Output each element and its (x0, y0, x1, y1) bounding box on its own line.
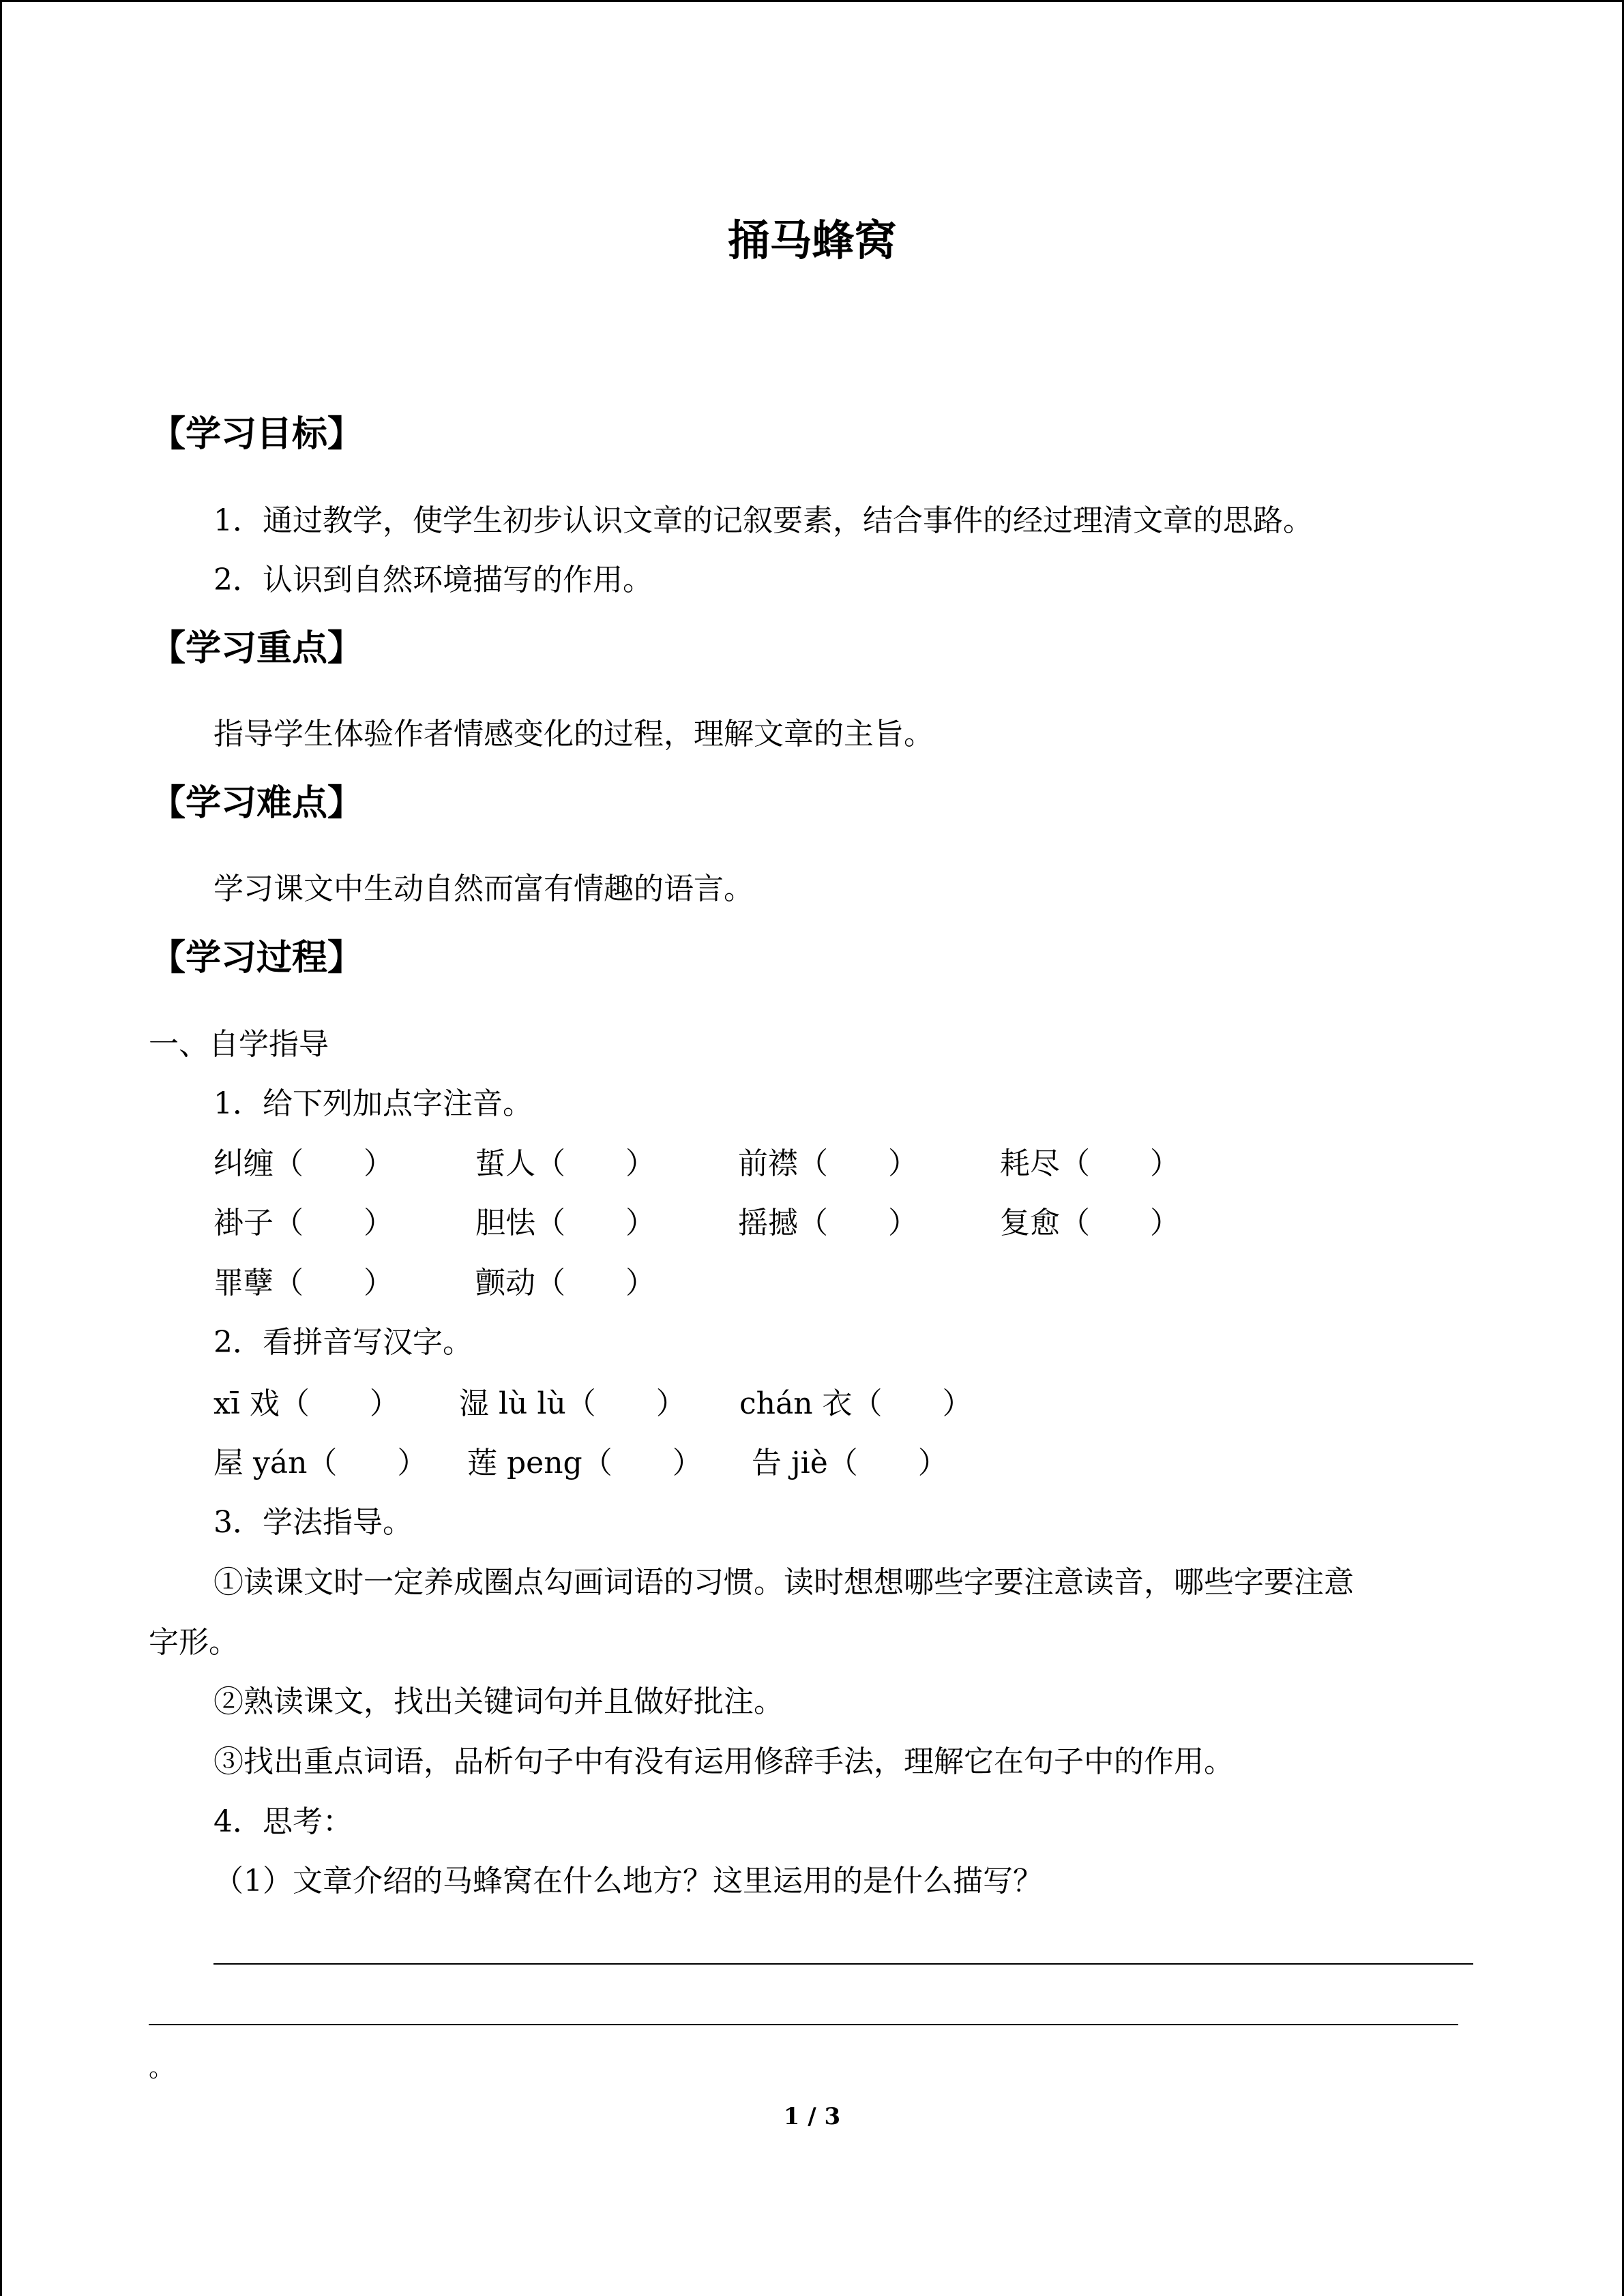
question-1: 1．给下列加点字注音。 (213, 1086, 533, 1121)
question-4-1: （1）文章介绍的马蜂窝在什么地方？这里运用的是什么描写？ (213, 1864, 1043, 1898)
heading-learning-process: 【学习过程】 (150, 937, 364, 979)
hanzi-item: 屋 yán（ ） (213, 1446, 428, 1480)
heading-learning-goals: 【学习目标】 (150, 413, 364, 455)
pinyin-item: 纠缠（ ） (213, 1146, 394, 1181)
pinyin-item: 蜇人（ ） (475, 1146, 655, 1181)
focus-text: 指导学生体验作者情感变化的过程，理解文章的主旨。 (213, 717, 934, 751)
page-number: 1 / 3 (783, 2103, 841, 2130)
hanzi-item: xī 戏（ ） (213, 1386, 400, 1421)
question-3: 3．学法指导。 (213, 1505, 413, 1540)
part1-heading: 一、自学指导 (149, 1027, 329, 1062)
heading-learning-focus: 【学习重点】 (150, 627, 364, 669)
study-guide-1-cont: 字形。 (149, 1625, 239, 1660)
question-2: 2．看拼音写汉字。 (213, 1325, 473, 1360)
hanzi-item: chán 衣（ ） (739, 1386, 973, 1421)
pinyin-item: 耗尽（ ） (1000, 1146, 1180, 1181)
study-guide-3: ③找出重点词语，品析句子中有没有运用修辞手法，理解它在句子中的作用。 (213, 1744, 1234, 1779)
goal-item-2: 2．认识到自然环境描写的作用。 (213, 563, 653, 597)
hanzi-item: 莲 peng（ ） (467, 1446, 703, 1480)
footnote: 。 (149, 2053, 175, 2083)
pinyin-item: 前襟（ ） (738, 1146, 918, 1181)
footnote-rule (149, 2024, 1458, 2025)
hanzi-item: 湿 lù lù（ ） (459, 1386, 686, 1421)
study-guide-1: ①读课文时一定养成圈点勾画词语的习惯。读时想想哪些字要注意读音，哪些字要注意 (213, 1565, 1354, 1600)
goal-item-1: 1．通过教学，使学生初步认识文章的记叙要素，结合事件的经过理清文章的思路。 (213, 503, 1313, 538)
question-4: 4．思考： (213, 1804, 353, 1839)
pinyin-item: 胆怯（ ） (475, 1206, 655, 1240)
pinyin-item: 颤动（ ） (475, 1266, 655, 1300)
pinyin-item: 罪孽（ ） (213, 1266, 394, 1300)
document-title: 捅马蜂窝 (727, 215, 897, 265)
answer-line (213, 1963, 1473, 1965)
hanzi-item: 告 jiè（ ） (752, 1446, 948, 1480)
difficulty-text: 学习课文中生动自然而富有情趣的语言。 (213, 871, 754, 906)
heading-learning-difficulty: 【学习难点】 (150, 782, 364, 824)
pinyin-item: 复愈（ ） (1000, 1206, 1180, 1240)
pinyin-item: 摇撼（ ） (738, 1206, 918, 1240)
study-guide-2: ②熟读课文，找出关键词句并且做好批注。 (213, 1684, 784, 1719)
pinyin-item: 褂子（ ） (213, 1206, 394, 1240)
